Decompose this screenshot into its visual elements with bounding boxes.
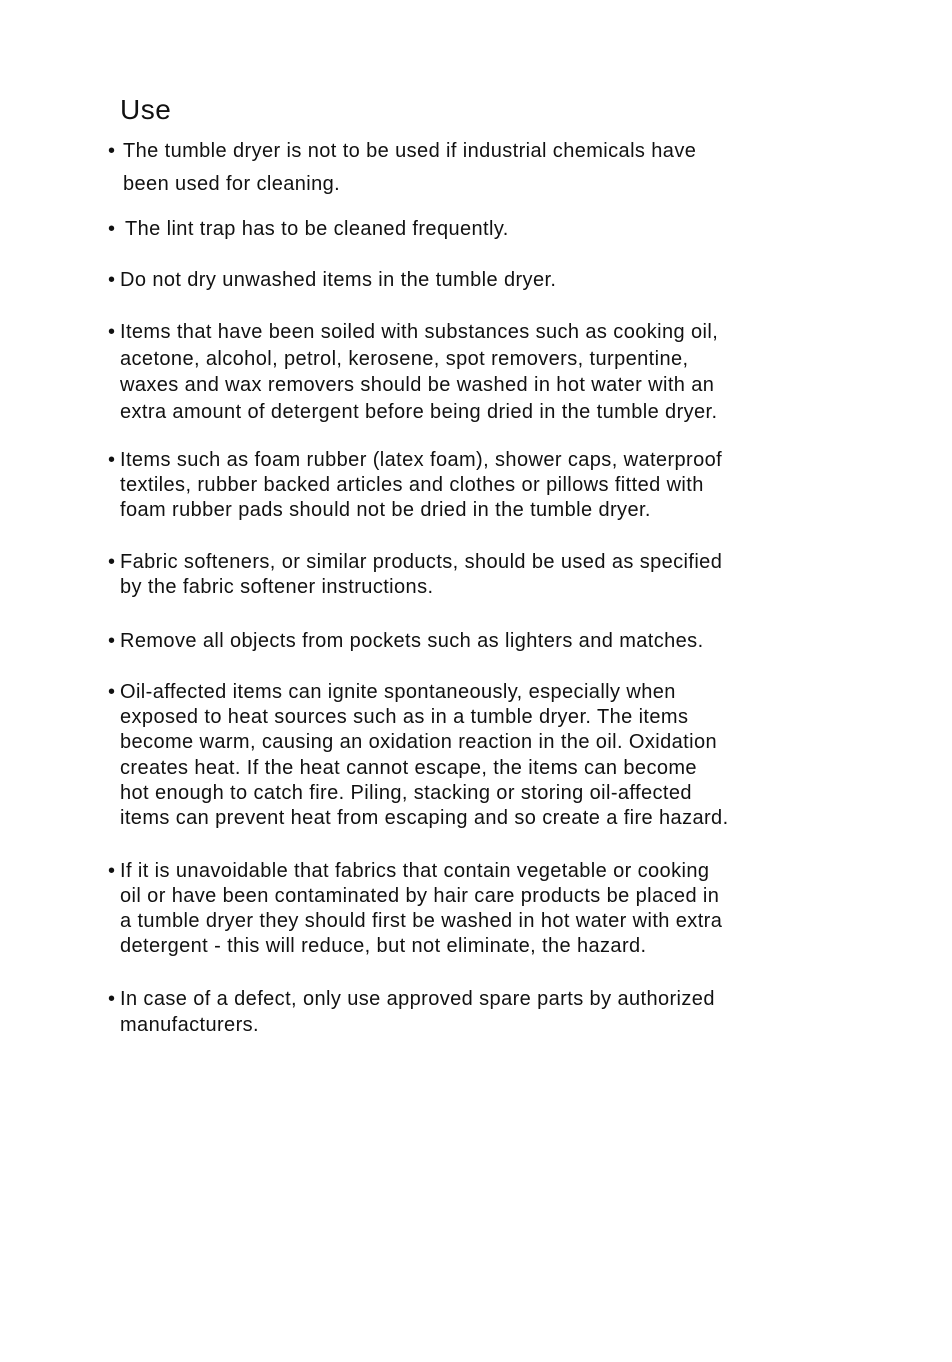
bullet: • <box>108 988 116 1010</box>
list-item-text: Remove all objects from pockets such as lighters and matches. <box>120 630 704 652</box>
list-item-text: The lint trap has to be cleaned frequently. <box>125 218 509 240</box>
list-item <box>108 986 848 1038</box>
list-item-text: Fabric softeners, or similar products, should be used as specified by the fabric softener instructions. <box>120 551 723 598</box>
list-item-text: If it is unavoidable that fabrics that contain vegetable or cooking oil or have been contaminated by hair care products be placed in a tumble dryer they should first be washed in hot water with extra detergent - this will reduce, but not eliminate, the hazard. <box>120 860 723 957</box>
bullet: • <box>108 860 116 882</box>
list-item-text: The tumble dryer is not to be used if industrial chemicals have been used for cleaning. <box>123 140 697 195</box>
list-item-text: Items such as foam rubber (latex foam), shower caps, waterproof textiles, rubber backed articles and clothes or pillows fitted with foam rubber pads should not be dried in the tumble dryer. <box>120 449 723 521</box>
bullet: • <box>108 681 116 703</box>
bullet: • <box>108 269 116 291</box>
list-item <box>108 267 848 293</box>
list-item <box>108 550 848 600</box>
list-item-text: In case of a defect, only use approved spare parts by authorized manufacturers. <box>120 988 715 1036</box>
bullet: • <box>108 140 116 162</box>
list-item <box>108 680 848 831</box>
list-item-text: Oil-affected items can ignite spontaneously, especially when exposed to heat sources such as in a tumble dryer. The items become warm, causing an oxidation reaction in the oil. Oxidation creates heat. If the heat cannot escape, the items can become hot enough to catch fire. Piling, stacking or storing oil-affected items can prevent heat from escaping and so create a fire hazard. <box>120 681 729 830</box>
bullet: • <box>108 449 116 471</box>
list-item <box>108 319 848 425</box>
bullet: • <box>108 321 116 343</box>
list-item-text: Do not dry unwashed items in the tumble dryer. <box>120 269 557 291</box>
list-item <box>108 628 848 654</box>
bullet: • <box>108 630 116 652</box>
list-item <box>108 859 848 959</box>
list-item <box>108 448 848 523</box>
list-item <box>108 135 848 201</box>
section-title: Use <box>120 94 172 125</box>
bullet: • <box>108 218 116 240</box>
list-item-text: Items that have been soiled with substances such as cooking oil, acetone, alcohol, petrol, kerosene, spot removers, turpentine, waxes and wax removers should be washed in hot water with an extra amount of detergent before being dried in the tumble dryer. <box>120 321 719 423</box>
bullet: • <box>108 551 116 573</box>
list-item <box>108 216 848 242</box>
